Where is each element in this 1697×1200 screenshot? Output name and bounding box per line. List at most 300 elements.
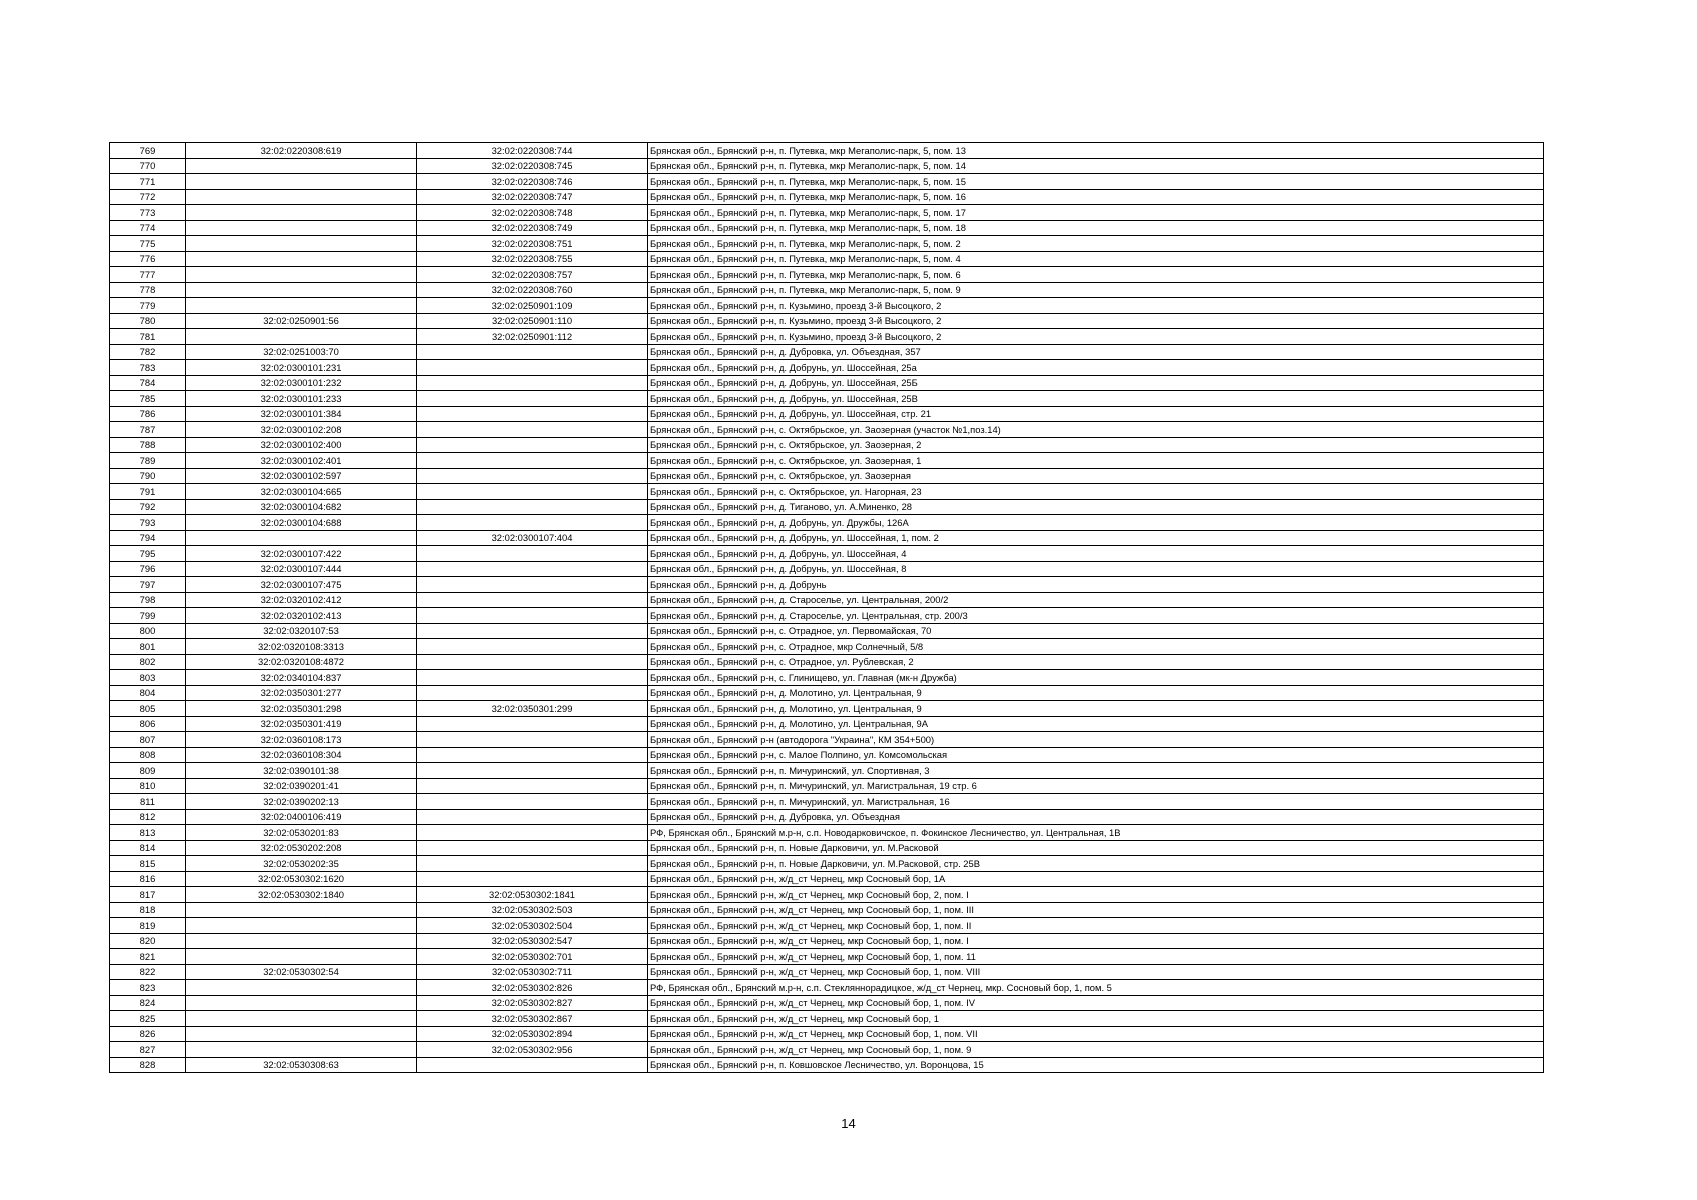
object-cadastral-number-cell (417, 453, 648, 469)
object-cadastral-number-cell (417, 375, 648, 391)
object-cadastral-number-cell: 32:02:0220308:751 (417, 236, 648, 252)
object-cadastral-number-cell (417, 716, 648, 732)
land-cadastral-number-cell: 32:02:0320102:413 (186, 608, 417, 624)
land-cadastral-number-cell (186, 980, 417, 996)
land-cadastral-number-cell: 32:02:0350301:298 (186, 701, 417, 717)
row-number-cell: 801 (110, 639, 186, 655)
land-cadastral-number-cell (186, 329, 417, 345)
land-cadastral-number-cell: 32:02:0300101:232 (186, 375, 417, 391)
address-cell: Брянская обл., Брянский р-н, п. Мичуринский, ул. Магистральная, 19 стр. 6 (648, 778, 1544, 794)
object-cadastral-number-cell (417, 468, 648, 484)
land-cadastral-number-cell: 32:02:0360108:304 (186, 747, 417, 763)
table-row (110, 577, 1544, 593)
table-row (110, 871, 1544, 887)
address-cell: Брянская обл., Брянский р-н, п. Путевка, мкр Мегаполис-парк, 5, пом. 14 (648, 158, 1544, 174)
object-cadastral-number-cell (417, 484, 648, 500)
land-cadastral-number-cell (186, 189, 417, 205)
table-row (110, 608, 1544, 624)
land-cadastral-number-cell (186, 1042, 417, 1058)
address-cell: Брянская обл., Брянский р-н, д. Добрунь, ул. Шоссейная, 25а (648, 360, 1544, 376)
land-cadastral-number-cell: 32:02:0300104:665 (186, 484, 417, 500)
table-row (110, 282, 1544, 298)
object-cadastral-number-cell (417, 499, 648, 515)
object-cadastral-number-cell: 32:02:0530302:867 (417, 1011, 648, 1027)
address-cell: Брянская обл., Брянский р-н, п. Путевка, мкр Мегаполис-парк, 5, пом. 4 (648, 251, 1544, 267)
row-number-cell: 776 (110, 251, 186, 267)
row-number-cell: 821 (110, 949, 186, 965)
address-cell: Брянская обл., Брянский р-н, д. Добрунь, ул. Шоссейная, 1, пом. 2 (648, 530, 1544, 546)
table-row (110, 406, 1544, 422)
row-number-cell: 791 (110, 484, 186, 500)
object-cadastral-number-cell: 32:02:0530302:894 (417, 1026, 648, 1042)
address-cell: Брянская обл., Брянский р-н, ж/д_ст Чернец, мкр Сосновый бор, 1, пом. VIII (648, 964, 1544, 980)
land-cadastral-number-cell: 32:02:0300104:688 (186, 515, 417, 531)
row-number-cell: 790 (110, 468, 186, 484)
land-cadastral-number-cell (186, 1026, 417, 1042)
object-cadastral-number-cell (417, 794, 648, 810)
address-cell: Брянская обл., Брянский р-н, п. Мичуринский, ул. Магистральная, 16 (648, 794, 1544, 810)
row-number-cell: 814 (110, 840, 186, 856)
address-cell: Брянская обл., Брянский р-н, ж/д_ст Чернец, мкр Сосновый бор, 1, пом. III (648, 902, 1544, 918)
object-cadastral-number-cell (417, 639, 648, 655)
row-number-cell: 809 (110, 763, 186, 779)
address-cell: Брянская обл., Брянский р-н, д. Добрунь, ул. Шоссейная, 25Б (648, 375, 1544, 391)
object-cadastral-number-cell: 32:02:0220308:744 (417, 143, 648, 159)
row-number-cell: 820 (110, 933, 186, 949)
table-row (110, 840, 1544, 856)
object-cadastral-number-cell: 32:02:0530302:711 (417, 964, 648, 980)
address-cell: Брянская обл., Брянский р-н, д. Добрунь (648, 577, 1544, 593)
row-number-cell: 825 (110, 1011, 186, 1027)
table-row (110, 453, 1544, 469)
object-cadastral-number-cell: 32:02:0530302:503 (417, 902, 648, 918)
row-number-cell: 805 (110, 701, 186, 717)
address-cell: Брянская обл., Брянский р-н, п. Путевка, мкр Мегаполис-парк, 5, пом. 6 (648, 267, 1544, 283)
row-number-cell: 817 (110, 887, 186, 903)
page-number: 14 (841, 1116, 856, 1131)
table-row (110, 313, 1544, 329)
row-number-cell: 788 (110, 437, 186, 453)
object-cadastral-number-cell: 32:02:0220308:747 (417, 189, 648, 205)
address-cell: Брянская обл., Брянский р-н, п. Путевка, мкр Мегаполис-парк, 5, пом. 13 (648, 143, 1544, 159)
address-cell: Брянская обл., Брянский р-н, п. Ковшовское Лесничество, ул. Воронцова, 15 (648, 1057, 1544, 1073)
address-cell: Брянская обл., Брянский р-н, д. Молотино, ул. Центральная, 9 (648, 701, 1544, 717)
land-cadastral-number-cell: 32:02:0320107:53 (186, 623, 417, 639)
table-row (110, 856, 1544, 872)
address-cell: Брянская обл., Брянский р-н, д. Тиганово, ул. А.Миненко, 28 (648, 499, 1544, 515)
table-row (110, 747, 1544, 763)
object-cadastral-number-cell: 32:02:0220308:749 (417, 220, 648, 236)
land-cadastral-number-cell: 32:02:0250901:56 (186, 313, 417, 329)
registry-table-body (110, 143, 1544, 1073)
row-number-cell: 770 (110, 158, 186, 174)
land-cadastral-number-cell (186, 902, 417, 918)
object-cadastral-number-cell (417, 825, 648, 841)
object-cadastral-number-cell (417, 685, 648, 701)
table-row (110, 515, 1544, 531)
row-number-cell: 827 (110, 1042, 186, 1058)
row-number-cell: 793 (110, 515, 186, 531)
address-cell: Брянская обл., Брянский р-н, ж/д_ст Чернец, мкр Сосновый бор, 2, пом. I (648, 887, 1544, 903)
table-row (110, 716, 1544, 732)
table-row (110, 158, 1544, 174)
land-cadastral-number-cell: 32:02:0530202:208 (186, 840, 417, 856)
row-number-cell: 816 (110, 871, 186, 887)
table-row (110, 592, 1544, 608)
table-row (110, 1057, 1544, 1073)
address-cell: Брянская обл., Брянский р-н, ж/д_ст Чернец, мкр Сосновый бор, 1, пом. 9 (648, 1042, 1544, 1058)
table-row (110, 205, 1544, 221)
row-number-cell: 806 (110, 716, 186, 732)
address-cell: Брянская обл., Брянский р-н, с. Октябрьское, ул. Заозерная (участок №1,поз.14) (648, 422, 1544, 438)
address-cell: Брянская обл., Брянский р-н, п. Путевка, мкр Мегаполис-парк, 5, пом. 2 (648, 236, 1544, 252)
address-cell: Брянская обл., Брянский р-н, д. Молотино, ул. Центральная, 9А (648, 716, 1544, 732)
address-cell: Брянская обл., Брянский р-н, ж/д_ст Чернец, мкр Сосновый бор, 1, пом. 11 (648, 949, 1544, 965)
object-cadastral-number-cell (417, 856, 648, 872)
row-number-cell: 794 (110, 530, 186, 546)
land-cadastral-number-cell: 32:02:0300101:233 (186, 391, 417, 407)
table-row (110, 267, 1544, 283)
row-number-cell: 828 (110, 1057, 186, 1073)
row-number-cell: 823 (110, 980, 186, 996)
object-cadastral-number-cell (417, 577, 648, 593)
address-cell: Брянская обл., Брянский р-н, д. Добрунь, ул. Дружбы, 126А (648, 515, 1544, 531)
object-cadastral-number-cell (417, 763, 648, 779)
land-cadastral-number-cell: 32:02:0300107:422 (186, 546, 417, 562)
table-row (110, 732, 1544, 748)
table-row (110, 1011, 1544, 1027)
address-cell: РФ, Брянская обл., Брянский м.р-н, с.п. Стекляннорадицкое, ж/д_ст Чернец, мкр. Сосновый бор, 1, пом. 5 (648, 980, 1544, 996)
land-cadastral-number-cell: 32:02:0300102:400 (186, 437, 417, 453)
table-row (110, 422, 1544, 438)
address-cell: Брянская обл., Брянский р-н, с. Октябрьское, ул. Заозерная, 2 (648, 437, 1544, 453)
address-cell: Брянская обл., Брянский р-н, ж/д_ст Чернец, мкр Сосновый бор, 1, пом. VII (648, 1026, 1544, 1042)
object-cadastral-number-cell: 32:02:0300107:404 (417, 530, 648, 546)
row-number-cell: 780 (110, 313, 186, 329)
address-cell: Брянская обл., Брянский р-н, с. Малое Полпино, ул. Комсомольская (648, 747, 1544, 763)
row-number-cell: 810 (110, 778, 186, 794)
table-row (110, 251, 1544, 267)
land-cadastral-number-cell: 32:02:0300107:444 (186, 561, 417, 577)
table-row (110, 437, 1544, 453)
object-cadastral-number-cell (417, 654, 648, 670)
table-row (110, 546, 1544, 562)
table-row (110, 902, 1544, 918)
land-cadastral-number-cell: 32:02:0400106:419 (186, 809, 417, 825)
row-number-cell: 826 (110, 1026, 186, 1042)
land-cadastral-number-cell: 32:02:0530201:83 (186, 825, 417, 841)
address-cell: Брянская обл., Брянский р-н, д. Добрунь, ул. Шоссейная, 25В (648, 391, 1544, 407)
object-cadastral-number-cell: 32:02:0220308:760 (417, 282, 648, 298)
address-cell: Брянская обл., Брянский р-н, д. Добрунь, ул. Шоссейная, 8 (648, 561, 1544, 577)
object-cadastral-number-cell: 32:02:0220308:755 (417, 251, 648, 267)
row-number-cell: 796 (110, 561, 186, 577)
land-cadastral-number-cell: 32:02:0300107:475 (186, 577, 417, 593)
object-cadastral-number-cell: 32:02:0530302:504 (417, 918, 648, 934)
land-cadastral-number-cell: 32:02:0390202:13 (186, 794, 417, 810)
land-cadastral-number-cell: 32:02:0530302:1840 (186, 887, 417, 903)
land-cadastral-number-cell: 32:02:0530302:54 (186, 964, 417, 980)
object-cadastral-number-cell (417, 840, 648, 856)
row-number-cell: 781 (110, 329, 186, 345)
land-cadastral-number-cell: 32:02:0390201:41 (186, 778, 417, 794)
table-row (110, 189, 1544, 205)
land-cadastral-number-cell: 32:02:0251003:70 (186, 344, 417, 360)
object-cadastral-number-cell: 32:02:0220308:745 (417, 158, 648, 174)
object-cadastral-number-cell (417, 546, 648, 562)
row-number-cell: 771 (110, 174, 186, 190)
address-cell: Брянская обл., Брянский р-н, д. Дубровка, ул. Объездная, 357 (648, 344, 1544, 360)
object-cadastral-number-cell: 32:02:0220308:757 (417, 267, 648, 283)
land-cadastral-number-cell: 32:02:0220308:619 (186, 143, 417, 159)
row-number-cell: 812 (110, 809, 186, 825)
row-number-cell: 819 (110, 918, 186, 934)
object-cadastral-number-cell (417, 592, 648, 608)
row-number-cell: 775 (110, 236, 186, 252)
table-row (110, 468, 1544, 484)
address-cell: Брянская обл., Брянский р-н, с. Октябрьское, ул. Заозерная (648, 468, 1544, 484)
object-cadastral-number-cell: 32:02:0530302:827 (417, 995, 648, 1011)
table-row (110, 949, 1544, 965)
row-number-cell: 824 (110, 995, 186, 1011)
address-cell: Брянская обл., Брянский р-н, п. Новые Дарковичи, ул. М.Расковой (648, 840, 1544, 856)
row-number-cell: 774 (110, 220, 186, 236)
land-cadastral-number-cell: 32:02:0390101:38 (186, 763, 417, 779)
object-cadastral-number-cell (417, 623, 648, 639)
object-cadastral-number-cell (417, 344, 648, 360)
row-number-cell: 804 (110, 685, 186, 701)
object-cadastral-number-cell (417, 1057, 648, 1073)
table-row (110, 220, 1544, 236)
row-number-cell: 792 (110, 499, 186, 515)
address-cell: Брянская обл., Брянский р-н, ж/д_ст Чернец, мкр Сосновый бор, 1, пом. II (648, 918, 1544, 934)
address-cell: Брянская обл., Брянский р-н, ж/д_ст Чернец, мкр Сосновый бор, 1, пом. IV (648, 995, 1544, 1011)
table-row (110, 980, 1544, 996)
table-row (110, 530, 1544, 546)
table-row (110, 685, 1544, 701)
table-row (110, 143, 1544, 159)
row-number-cell: 786 (110, 406, 186, 422)
land-cadastral-number-cell (186, 1011, 417, 1027)
land-cadastral-number-cell (186, 158, 417, 174)
land-cadastral-number-cell: 32:02:0530302:1620 (186, 871, 417, 887)
address-cell: Брянская обл., Брянский р-н, п. Кузьмино, проезд 3-й Высоцкого, 2 (648, 298, 1544, 314)
row-number-cell: 802 (110, 654, 186, 670)
object-cadastral-number-cell (417, 391, 648, 407)
land-cadastral-number-cell (186, 174, 417, 190)
land-cadastral-number-cell: 32:02:0320102:412 (186, 592, 417, 608)
table-row (110, 825, 1544, 841)
row-number-cell: 799 (110, 608, 186, 624)
row-number-cell: 789 (110, 453, 186, 469)
table-row (110, 298, 1544, 314)
row-number-cell: 797 (110, 577, 186, 593)
land-cadastral-number-cell (186, 220, 417, 236)
land-cadastral-number-cell: 32:02:0300101:384 (186, 406, 417, 422)
object-cadastral-number-cell (417, 670, 648, 686)
row-number-cell: 784 (110, 375, 186, 391)
address-cell: Брянская обл., Брянский р-н, д. Староселье, ул. Центральная, стр. 200/3 (648, 608, 1544, 624)
address-cell: Брянская обл., Брянский р-н, п. Путевка, мкр Мегаполис-парк, 5, пом. 9 (648, 282, 1544, 298)
table-row (110, 1042, 1544, 1058)
table-row (110, 391, 1544, 407)
address-cell: Брянская обл., Брянский р-н, с. Отрадное, ул. Рублевская, 2 (648, 654, 1544, 670)
row-number-cell: 773 (110, 205, 186, 221)
object-cadastral-number-cell (417, 732, 648, 748)
row-number-cell: 813 (110, 825, 186, 841)
table-row (110, 639, 1544, 655)
row-number-cell: 808 (110, 747, 186, 763)
address-cell: Брянская обл., Брянский р-н, д. Добрунь, ул. Шоссейная, стр. 21 (648, 406, 1544, 422)
land-cadastral-number-cell (186, 933, 417, 949)
table-row (110, 654, 1544, 670)
table-row (110, 995, 1544, 1011)
address-cell: Брянская обл., Брянский р-н, ж/д_ст Чернец, мкр Сосновый бор, 1 (648, 1011, 1544, 1027)
land-cadastral-number-cell (186, 205, 417, 221)
row-number-cell: 785 (110, 391, 186, 407)
address-cell: РФ, Брянская обл., Брянский м.р-н, с.п. Новодарковичское, п. Фокинское Лесничество, ул. Центральная, 1В (648, 825, 1544, 841)
table-row (110, 360, 1544, 376)
object-cadastral-number-cell: 32:02:0530302:547 (417, 933, 648, 949)
table-row (110, 484, 1544, 500)
table-row (110, 794, 1544, 810)
table-row (110, 763, 1544, 779)
address-cell: Брянская обл., Брянский р-н, п. Новые Дарковичи, ул. М.Расковой, стр. 25В (648, 856, 1544, 872)
address-cell: Брянская обл., Брянский р-н, п. Кузьмино, проезд 3-й Высоцкого, 2 (648, 329, 1544, 345)
address-cell: Брянская обл., Брянский р-н, д. Дубровка, ул. Объездная (648, 809, 1544, 825)
row-number-cell: 811 (110, 794, 186, 810)
row-number-cell: 772 (110, 189, 186, 205)
row-number-cell: 782 (110, 344, 186, 360)
land-cadastral-number-cell: 32:02:0300102:208 (186, 422, 417, 438)
land-cadastral-number-cell (186, 918, 417, 934)
table-row (110, 918, 1544, 934)
address-cell: Брянская обл., Брянский р-н, с. Октябрьское, ул. Заозерная, 1 (648, 453, 1544, 469)
address-cell: Брянская обл., Брянский р-н, с. Глинищево, ул. Главная (мк-н Дружба) (648, 670, 1544, 686)
land-cadastral-number-cell: 32:02:0360108:173 (186, 732, 417, 748)
table-row (110, 375, 1544, 391)
address-cell: Брянская обл., Брянский р-н, с. Отрадное, мкр Солнечный, 5/8 (648, 639, 1544, 655)
table-row (110, 809, 1544, 825)
object-cadastral-number-cell (417, 809, 648, 825)
table-row (110, 499, 1544, 515)
address-cell: Брянская обл., Брянский р-н, п. Кузьмино, проезд 3-й Высоцкого, 2 (648, 313, 1544, 329)
row-number-cell: 803 (110, 670, 186, 686)
address-cell: Брянская обл., Брянский р-н, ж/д_ст Чернец, мкр Сосновый бор, 1, пом. I (648, 933, 1544, 949)
land-cadastral-number-cell (186, 282, 417, 298)
land-cadastral-number-cell: 32:02:0350301:277 (186, 685, 417, 701)
address-cell: Брянская обл., Брянский р-н, п. Путевка, мкр Мегаполис-парк, 5, пом. 17 (648, 205, 1544, 221)
object-cadastral-number-cell: 32:02:0250901:110 (417, 313, 648, 329)
land-cadastral-number-cell: 32:02:0300102:597 (186, 468, 417, 484)
object-cadastral-number-cell: 32:02:0530302:1841 (417, 887, 648, 903)
object-cadastral-number-cell (417, 515, 648, 531)
land-cadastral-number-cell: 32:02:0340104:837 (186, 670, 417, 686)
object-cadastral-number-cell: 32:02:0250901:112 (417, 329, 648, 345)
row-number-cell: 822 (110, 964, 186, 980)
land-cadastral-number-cell: 32:02:0320108:4872 (186, 654, 417, 670)
object-cadastral-number-cell (417, 437, 648, 453)
row-number-cell: 795 (110, 546, 186, 562)
table-row (110, 561, 1544, 577)
row-number-cell: 798 (110, 592, 186, 608)
object-cadastral-number-cell (417, 360, 648, 376)
table-row (110, 887, 1544, 903)
object-cadastral-number-cell: 32:02:0220308:746 (417, 174, 648, 190)
address-cell: Брянская обл., Брянский р-н, д. Староселье, ул. Центральная, 200/2 (648, 592, 1544, 608)
object-cadastral-number-cell (417, 871, 648, 887)
address-cell: Брянская обл., Брянский р-н, п. Путевка, мкр Мегаполис-парк, 5, пом. 16 (648, 189, 1544, 205)
row-number-cell: 769 (110, 143, 186, 159)
land-cadastral-number-cell (186, 298, 417, 314)
object-cadastral-number-cell (417, 778, 648, 794)
table-row (110, 329, 1544, 345)
row-number-cell: 800 (110, 623, 186, 639)
row-number-cell: 779 (110, 298, 186, 314)
land-cadastral-number-cell: 32:02:0320108:3313 (186, 639, 417, 655)
object-cadastral-number-cell (417, 747, 648, 763)
land-cadastral-number-cell (186, 995, 417, 1011)
row-number-cell: 778 (110, 282, 186, 298)
land-cadastral-number-cell: 32:02:0300102:401 (186, 453, 417, 469)
row-number-cell: 815 (110, 856, 186, 872)
table-row (110, 236, 1544, 252)
row-number-cell: 787 (110, 422, 186, 438)
table-row (110, 964, 1544, 980)
object-cadastral-number-cell: 32:02:0530302:701 (417, 949, 648, 965)
row-number-cell: 818 (110, 902, 186, 918)
address-cell: Брянская обл., Брянский р-н, ж/д_ст Чернец, мкр Сосновый бор, 1А (648, 871, 1544, 887)
address-cell: Брянская обл., Брянский р-н, с. Октябрьское, ул. Нагорная, 23 (648, 484, 1544, 500)
object-cadastral-number-cell (417, 406, 648, 422)
land-cadastral-number-cell (186, 251, 417, 267)
table-row (110, 670, 1544, 686)
row-number-cell: 783 (110, 360, 186, 376)
object-cadastral-number-cell: 32:02:0250901:109 (417, 298, 648, 314)
object-cadastral-number-cell (417, 422, 648, 438)
table-row (110, 623, 1544, 639)
land-cadastral-number-cell: 32:02:0530308:63 (186, 1057, 417, 1073)
address-cell: Брянская обл., Брянский р-н, с. Отрадное, ул. Первомайская, 70 (648, 623, 1544, 639)
row-number-cell: 807 (110, 732, 186, 748)
object-cadastral-number-cell (417, 561, 648, 577)
table-row (110, 778, 1544, 794)
land-cadastral-number-cell (186, 949, 417, 965)
object-cadastral-number-cell (417, 608, 648, 624)
address-cell: Брянская обл., Брянский р-н, п. Путевка, мкр Мегаполис-парк, 5, пом. 15 (648, 174, 1544, 190)
address-cell: Брянская обл., Брянский р-н, д. Добрунь, ул. Шоссейная, 4 (648, 546, 1544, 562)
table-row (110, 933, 1544, 949)
address-cell: Брянская обл., Брянский р-н, п. Мичуринский, ул. Спортивная, 3 (648, 763, 1544, 779)
address-cell: Брянская обл., Брянский р-н, д. Молотино, ул. Центральная, 9 (648, 685, 1544, 701)
land-cadastral-number-cell: 32:02:0300101:231 (186, 360, 417, 376)
registry-table (109, 142, 1544, 1073)
row-number-cell: 777 (110, 267, 186, 283)
table-row (110, 344, 1544, 360)
address-cell: Брянская обл., Брянский р-н (автодорога "Украина", КМ 354+500) (648, 732, 1544, 748)
address-cell: Брянская обл., Брянский р-н, п. Путевка, мкр Мегаполис-парк, 5, пом. 18 (648, 220, 1544, 236)
land-cadastral-number-cell (186, 236, 417, 252)
object-cadastral-number-cell: 32:02:0530302:956 (417, 1042, 648, 1058)
table-row (110, 701, 1544, 717)
object-cadastral-number-cell: 32:02:0350301:299 (417, 701, 648, 717)
table-row (110, 174, 1544, 190)
object-cadastral-number-cell: 32:02:0220308:748 (417, 205, 648, 221)
table-row (110, 1026, 1544, 1042)
land-cadastral-number-cell: 32:02:0300104:682 (186, 499, 417, 515)
land-cadastral-number-cell (186, 267, 417, 283)
land-cadastral-number-cell: 32:02:0350301:419 (186, 716, 417, 732)
